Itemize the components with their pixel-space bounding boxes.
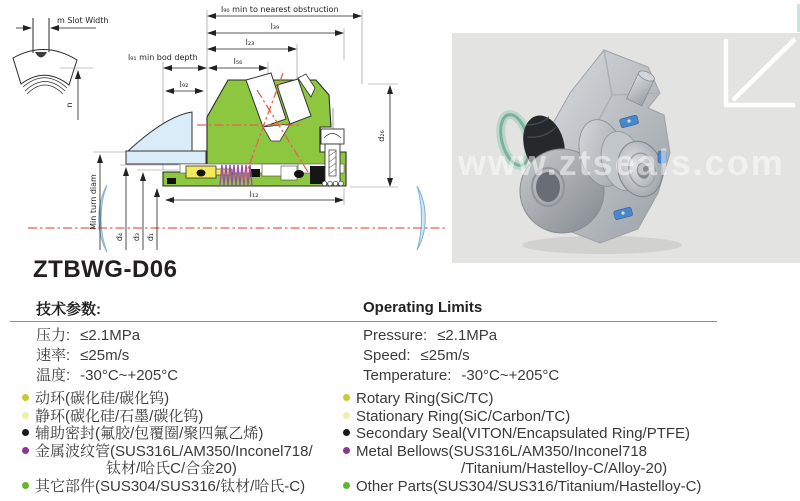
seal-cross-section	[126, 73, 346, 186]
material-text-continued: /Titanium/Hastelloy-C/Alloy-20)	[461, 460, 668, 477]
spec-row-temperature-en	[363, 366, 559, 386]
spec-row-pressure-en	[363, 326, 559, 346]
material-item-rotary-ring-cn	[22, 390, 342, 408]
bullet-dot	[343, 482, 350, 489]
material-item-other-parts-en	[343, 478, 793, 496]
slot-detail-view	[13, 16, 108, 120]
dim-label-l91: l₉₁ min bod depth	[128, 53, 198, 62]
material-text: Stationary Ring(SiC/Carbon/TC)	[356, 407, 571, 425]
spec-value: -30°C~+205°C	[80, 367, 179, 384]
dim-label-d26: d₂₆	[377, 130, 386, 142]
material-item-other-parts-cn	[22, 478, 342, 496]
divider-line	[10, 321, 717, 322]
bullet-dot	[343, 429, 350, 436]
spec-value: ≤2.1MPa	[80, 327, 141, 344]
bullet-dot	[343, 394, 350, 401]
dim-label-l39: l₃₉	[270, 22, 280, 31]
dim-label-d4: d₄	[115, 232, 124, 242]
spec-label: Temperature:	[363, 367, 452, 384]
clamp-wedge	[128, 112, 192, 151]
dim-label-l92: l₉₂	[179, 80, 189, 89]
spec-label: 速率:	[36, 347, 71, 364]
spec-value: ≤2.1MPa	[437, 327, 498, 344]
spec-header-en: Operating Limits	[363, 299, 483, 316]
spec-row-speed-cn	[36, 346, 178, 366]
spec-row-pressure-cn	[36, 326, 178, 346]
material-text-continued: 钛材/哈氏C/合金20)	[106, 460, 237, 477]
dim-label-min-turn: Min turn diam	[89, 174, 98, 230]
spec-label: Speed:	[363, 347, 411, 364]
bullet-dot	[22, 412, 29, 419]
bullet-dot	[22, 447, 29, 454]
material-text: Rotary Ring(SiC/TC)	[356, 390, 494, 407]
spec-value: ≤25m/s	[80, 347, 130, 364]
material-text: Other Parts(SUS304/SUS316/Titanium/Hastelloy-C)	[356, 477, 702, 495]
page-title: ZTBWG-D06	[33, 256, 178, 283]
material-text: Metal Bellows(SUS316L/AM350/Inconel718	[356, 442, 647, 460]
material-text: 静环(碳化硅/石墨/碳化钨)	[35, 407, 204, 425]
dim-label-n: n	[65, 102, 74, 108]
bullet-dot	[22, 394, 29, 401]
material-text: 动环(碳化硅/碳化钨)	[35, 390, 170, 407]
material-text: Secondary Seal(VITON/Encapsulated Ring/PTFE)	[356, 425, 691, 442]
corner-arrow-icon	[724, 39, 795, 105]
material-text: 辅助密封(氟胶/包覆圈/聚四氟乙烯)	[35, 425, 264, 442]
dim-label-l56: l₅₆	[233, 57, 243, 66]
spec-label: 温度:	[36, 367, 71, 384]
watermark-text: www.ztseals.com	[458, 142, 785, 183]
spec-row-speed-en	[363, 346, 559, 366]
materials-list-en	[343, 390, 793, 495]
spec-header-cn: 技术参数:	[36, 301, 101, 318]
spec-value: ≤25m/s	[420, 347, 470, 364]
spec-label: Pressure:	[363, 327, 428, 344]
dim-label-d1: d₁	[146, 232, 155, 242]
material-item-rotary-ring-en	[343, 390, 793, 408]
technical-drawing	[0, 0, 452, 258]
material-item-secondary-seal-cn	[22, 425, 342, 443]
dim-label-d3: d₃	[132, 232, 141, 242]
spec-list-en	[363, 326, 559, 386]
spec-label: 压力:	[36, 327, 71, 344]
dim-label-l12: l₁₂	[249, 190, 259, 199]
product-photo	[452, 33, 800, 263]
material-text: 金属波纹管(SUS316L/AM350/Inconel718/	[35, 442, 313, 460]
bullet-dot	[343, 412, 350, 419]
material-item-secondary-seal-en	[343, 425, 793, 443]
material-item-metal-bellows-en	[343, 443, 793, 461]
bullet-dot	[22, 429, 29, 436]
dim-label-slot-width: m Slot Width	[57, 16, 109, 25]
material-text: 其它部件(SUS304/SUS316/钛材/哈氏-C)	[35, 477, 306, 495]
dim-label-l90: l₉₀ min to nearest obstruction	[221, 5, 339, 14]
bullet-dot	[22, 482, 29, 489]
materials-list-cn	[22, 390, 342, 495]
bullet-dot	[343, 447, 350, 454]
spec-value: -30°C~+205°C	[461, 367, 560, 384]
spec-list-cn	[36, 326, 178, 386]
material-item-stationary-ring-en	[343, 408, 793, 426]
material-item-metal-bellows-cn	[22, 443, 342, 461]
spec-row-temperature-cn	[36, 366, 178, 386]
dim-label-l23: l₂₃	[245, 38, 255, 47]
material-item-stationary-ring-cn	[22, 408, 342, 426]
